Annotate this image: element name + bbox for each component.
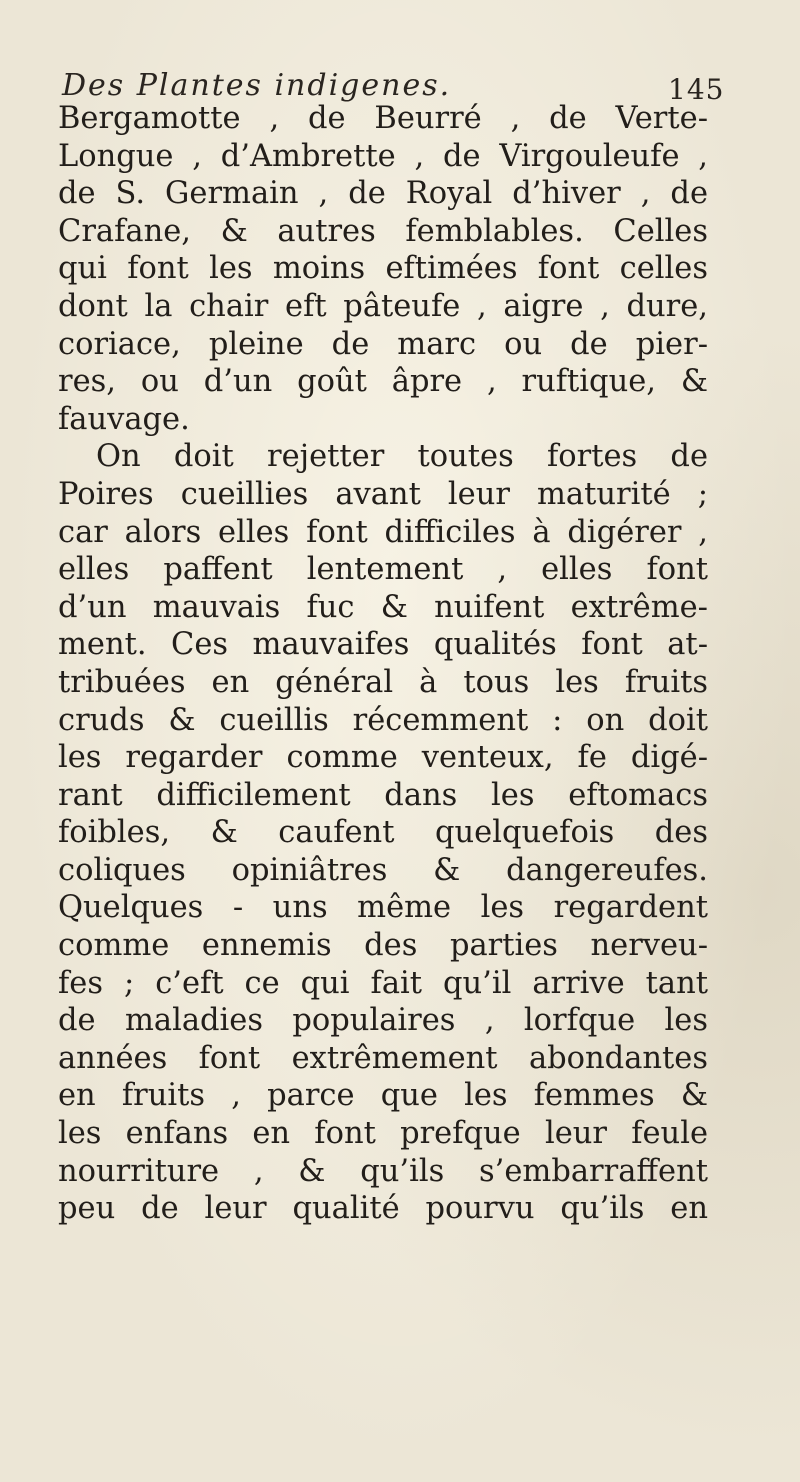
text-line: foibles, & caufent quelquefois des	[58, 815, 708, 851]
text-line: les regarder comme venteux, fe digé-	[58, 740, 708, 776]
body-text	[58, 100, 708, 1228]
text-line: Quelques - uns même les regardent	[58, 890, 708, 926]
text-line: comme ennemis des parties nerveu-	[58, 928, 708, 964]
text-line: de S. Germain , de Royal d’hiver , de	[58, 176, 708, 212]
text-line: coriace, pleine de marc ou de pier-	[58, 326, 708, 362]
text-line: peu de leur qualité pourvu qu’ils en	[58, 1191, 708, 1227]
text-line: res, ou d’un goût âpre , ruftique, &	[58, 364, 708, 400]
text-line: fes ; c’eft ce qui fait qu’il arrive tant	[58, 965, 708, 1001]
text-line: Poires cueillies avant leur maturité ;	[58, 476, 708, 512]
text-line: d’un mauvais fuc & nuifent extrême-	[58, 589, 708, 625]
text-line: car alors elles font difficiles à digérer ,	[58, 514, 708, 550]
text-line: qui font les moins eftimées font celles	[58, 251, 708, 287]
text-line: en fruits , parce que les femmes &	[58, 1078, 708, 1114]
text-line: Crafane, & autres femblables. Celles	[58, 213, 708, 249]
text-line: nourriture , & qu’ils s’embarraffent	[58, 1153, 708, 1189]
text-line: fauvage.	[58, 401, 190, 437]
text-line: ment. Ces mauvaifes qualités font at-	[58, 627, 708, 663]
text-line: rant difficilement dans les eftomacs	[58, 777, 708, 813]
text-line: Longue , d’Ambrette , de Virgouleufe ,	[58, 138, 708, 174]
text-line: coliques opiniâtres & dangereufes.	[58, 852, 708, 888]
text-line: elles paffent lentement , elles font	[58, 552, 708, 588]
running-head: Des Plantes indigenes.	[62, 68, 452, 103]
text-line: de maladies populaires , lorfque les	[58, 1003, 708, 1039]
text-line: les enfans en font prefque leur feule	[58, 1116, 708, 1152]
text-line: cruds & cueillis récemment : on doit	[58, 702, 708, 738]
text-line: On doit rejetter toutes fortes de	[96, 439, 708, 475]
text-line: années font extrêmement abondantes	[58, 1040, 708, 1076]
page-number: 145	[668, 73, 725, 106]
text-line: Bergamotte , de Beurré , de Verte-	[58, 101, 708, 136]
text-line: tribuées en général à tous les fruits	[58, 664, 708, 700]
text-line: dont la chair eft pâteufe , aigre , dure,	[58, 288, 708, 324]
